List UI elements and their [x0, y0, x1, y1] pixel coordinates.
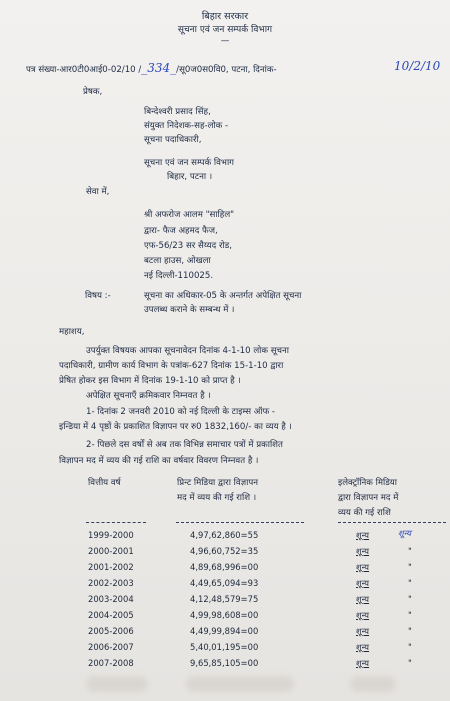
table-row-year: 2003-2004 — [88, 594, 134, 604]
salutation: महाशय, — [59, 327, 85, 337]
subject-label: विषय :- — [85, 291, 111, 301]
ref-suffix: /सू0ज0स0वि0, पटना, दिनांक- — [176, 65, 277, 75]
table-row-electronic: शून्य — [356, 594, 370, 604]
body-line: 2- पिछले दस वर्षों से अब तक विभिन्न समाचार पत्रों में प्रकाशित — [86, 440, 283, 450]
reference-line — [26, 63, 277, 76]
blurred-region — [86, 676, 148, 692]
subject-line: सूचना का अधिकार-05 के अन्तर्गत अपेक्षित सूचना — [144, 291, 302, 301]
table-row-year: 2004-2005 — [88, 610, 134, 620]
table-row-electronic: शून्य — [356, 642, 370, 652]
recipient-line: द्वारा- फैज अहमद फैज, — [144, 226, 218, 236]
body-line: पदाधिकारी, ग्रामीण कार्य विभाग के पत्रांक-627 दिनांक 15-1-10 द्वारा — [59, 361, 284, 371]
recipient-label: सेवा में, — [86, 187, 110, 197]
table-row-amount: 4,96,60,752=35 — [190, 546, 259, 556]
body-line: अपेक्षित सूचनाएँ क्रमिकवार निम्नवत है । — [86, 391, 211, 401]
blurred-region — [350, 676, 396, 692]
table-row-electronic: शून्य — [356, 530, 370, 540]
table-row-electronic: शून्य — [356, 658, 370, 668]
table-row-electronic: शून्य — [356, 546, 370, 556]
table-row-electronic: शून्य — [356, 562, 370, 572]
table-row-year: 2007-2008 — [88, 658, 134, 668]
table-row-electronic: शून्य — [356, 626, 370, 636]
col-header-electronic: द्वारा विज्ञापन मद में — [338, 493, 399, 503]
table-row-year: 2000-2001 — [88, 546, 134, 556]
sender-label: प्रेषक, — [83, 87, 103, 97]
ditto-mark: " — [408, 562, 412, 572]
handwritten-note: शून्य — [398, 528, 412, 538]
ditto-mark: " — [408, 594, 412, 604]
header-rule — [86, 522, 146, 523]
recipient-line: श्री अफरोज आलम "साहिल" — [144, 210, 235, 220]
body-line: विज्ञापन मद में व्यय की गई राशि का वर्षवार विवरण निम्नवत है । — [59, 456, 259, 466]
col-header-print: मद में व्यय की गई राशि । — [177, 493, 257, 503]
sender-line: बिन्देश्वरी प्रसाद सिंह, — [144, 107, 211, 117]
table-row-year: 2002-2003 — [88, 578, 134, 588]
sender-line: संयुक्त निदेशक-सह-लोक - — [144, 121, 229, 131]
col-header-year: वित्तीय वर्ष — [88, 478, 121, 488]
ditto-mark: " — [408, 578, 412, 588]
col-header-electronic: इलेक्ट्रॉनिक मिडिया — [338, 478, 398, 488]
table-row-amount: 4,97,62,860=55 — [190, 530, 259, 540]
table-row-amount: 4,12,48,579=75 — [190, 594, 259, 604]
col-header-print: प्रिन्ट मिडिया द्वारा विज्ञापन — [177, 478, 259, 488]
dept-title: सूचना एवं जन सम्पर्क विभाग — [177, 25, 273, 35]
header-rule — [176, 522, 304, 523]
ditto-mark: " — [408, 610, 412, 620]
ref-date: 10/2/10 — [394, 59, 441, 73]
table-row-amount: 4,49,99,894=00 — [190, 626, 259, 636]
ditto-mark: " — [408, 546, 412, 556]
table-row-amount: 4,89,68,996=00 — [190, 562, 259, 572]
recipient-line: एफ-56/23 सर सैय्यद रोड, — [144, 241, 233, 251]
table-row-amount: 4,99,98,608=00 — [190, 610, 259, 620]
table-row-year: 2005-2006 — [88, 626, 134, 636]
blurred-region — [186, 676, 294, 692]
table-row-year: 1999-2000 — [88, 530, 134, 540]
header-rule — [338, 522, 446, 523]
sender-line: सूचना पदाधिकारी, — [144, 135, 202, 145]
sender-line: सूचना एवं जन सम्पर्क विभाग — [144, 158, 235, 168]
subject-line: उपलब्ध कराने के सम्बन्ध में । — [144, 305, 235, 315]
body-line: इन्डिया में 4 पृष्ठों के प्रकाशित विज्ञापन पर रु0 1832,160/- का व्यय है । — [59, 422, 292, 432]
table-row-year: 2001-2002 — [88, 562, 134, 572]
header-dash: — — [220, 36, 230, 46]
recipient-line: बटला हाउस, ओखला — [144, 256, 211, 266]
govt-title: बिहार सरकार — [201, 11, 249, 22]
table-row-amount: 5,40,01,195=00 — [190, 642, 259, 652]
col-header-electronic: व्यय की गई राशि — [338, 508, 391, 518]
table-row-electronic: शून्य — [356, 610, 370, 620]
sender-line: बिहार, पटना । — [167, 172, 213, 182]
ditto-mark: " — [408, 626, 412, 636]
table-row-electronic: शून्य — [356, 578, 370, 588]
body-line: प्रेषित होकर इस विभाग में दिनांक 19-1-10 को प्राप्त है । — [59, 376, 241, 386]
body-line: उपर्युक्त विषयक आपका सूचनावेदन दिनांक 4-1-10 लोक सूचना — [86, 346, 289, 356]
ref-number: _334_ — [141, 61, 177, 75]
ditto-mark: " — [408, 658, 412, 668]
table-row-year: 2006-2007 — [88, 642, 134, 652]
body-line: 1- दिनांक 2 जनवरी 2010 को नई दिल्ली के टाइम्स ऑफ - — [86, 407, 276, 417]
table-row-amount: 9,65,85,105=00 — [190, 658, 259, 668]
recipient-line: नई दिल्ली-110025. — [144, 271, 214, 281]
ref-prefix: पत्र संख्या-आर0टी0आई0-02/10 / — [26, 65, 142, 75]
ditto-mark: " — [408, 642, 412, 652]
table-row-amount: 4,49,65,094=93 — [190, 578, 259, 588]
